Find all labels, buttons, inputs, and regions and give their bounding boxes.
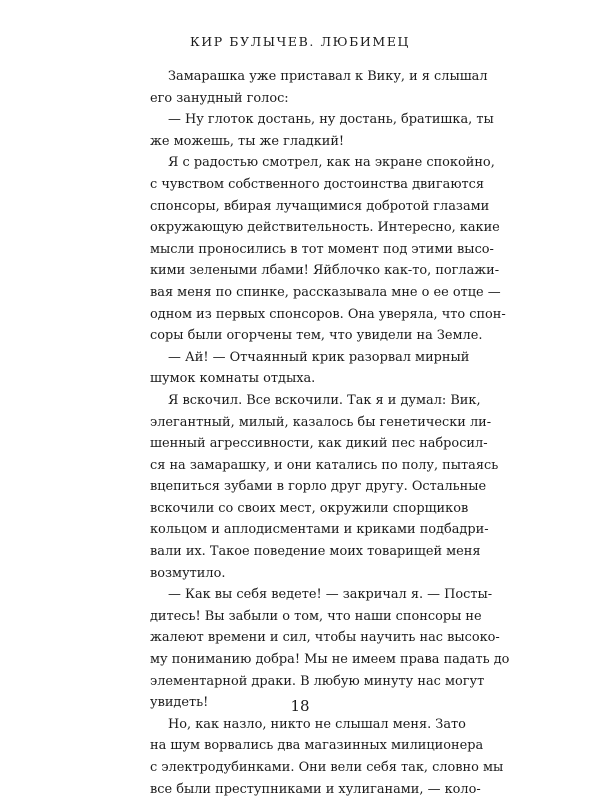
text-line: кольцом и аплодисментами и криками подбадри- [150, 522, 489, 538]
text-line: вскочили со своих мест, окружили спорщиков [150, 500, 469, 516]
text-line: же можешь, ты же гладкий! [150, 133, 345, 149]
page-number: 18 [290, 697, 310, 715]
text-line: Замарашка уже приставал к Вику, и я слышал [168, 69, 488, 84]
text-line: с электродубинками. Они вели себя так, словно мы [150, 760, 504, 775]
text-line: вая меня по спинке, рассказывала мне о ее отце — [150, 284, 501, 300]
body-text [150, 66, 510, 800]
text-line: вцепиться зубами в горло друг другу. Остальные [150, 479, 487, 495]
text-line: ся на замарашку, и они катались по полу, пытаясь [150, 457, 499, 473]
text-line: возмутило. [150, 565, 226, 581]
text-line: дитесь! Вы забыли о том, что наши спонсоры не [150, 608, 482, 624]
text-line: с чувством собственного достоинства двигаются [150, 176, 485, 192]
text-line: вали их. Такое поведение моих товарищей меня [150, 544, 481, 560]
text-line: элементарной драки. В любую минуту нас могут [150, 673, 485, 689]
text-line: элегантный, милый, казалось бы генетически ли- [150, 414, 492, 430]
text-line: — Как вы себя ведете! — закричал я. — Посты- [168, 587, 493, 603]
text-line: шумок комнаты отдыха. [150, 371, 316, 387]
text-line: — Ну глоток достань, ну достань, братишка, ты [168, 112, 494, 128]
text-line: на шум ворвались два магазинных милиционера [150, 738, 484, 754]
running-header: КИР БУЛЫЧЕВ. ЛЮБИМЕЦ [189, 34, 411, 49]
text-line: мысли проносились в тот момент под этими высо- [150, 241, 494, 257]
text-line: спонсоры, вбирая лучащимися добротой глазами [150, 198, 490, 214]
text-line: одном из первых спонсоров. Она уверяла, что спон- [150, 306, 506, 322]
text-line: шенный агрессивности, как дикий пес набросил- [150, 436, 488, 452]
text-line: Но, как назло, никто не слышал меня. Зато [168, 716, 466, 732]
text-line: му пониманию добра! Мы не имеем права падать до [150, 652, 510, 668]
text-line: его занудный голос: [150, 90, 289, 106]
text-line: увидеть! [150, 695, 209, 711]
text-line: кими зелеными лбами! Яйблочко как-то, поглажи- [150, 263, 500, 279]
text-line: — Ай! — Отчаянный крик разорвал мирный [168, 349, 470, 365]
text-line: соры были огорчены тем, что увидели на Земле. [150, 328, 483, 344]
text-line: все были преступниками и хулиганами, — коло- [150, 781, 481, 797]
text-line: жалеют времени и сил, чтобы научить нас высоко- [150, 630, 500, 646]
text-line: Я с радостью смотрел, как на экране спокойно, [168, 155, 495, 171]
text-line: Я вскочил. Все вскочили. Так я и думал: Вик, [168, 392, 481, 408]
text-line: окружающую действительность. Интересно, какие [150, 220, 500, 236]
